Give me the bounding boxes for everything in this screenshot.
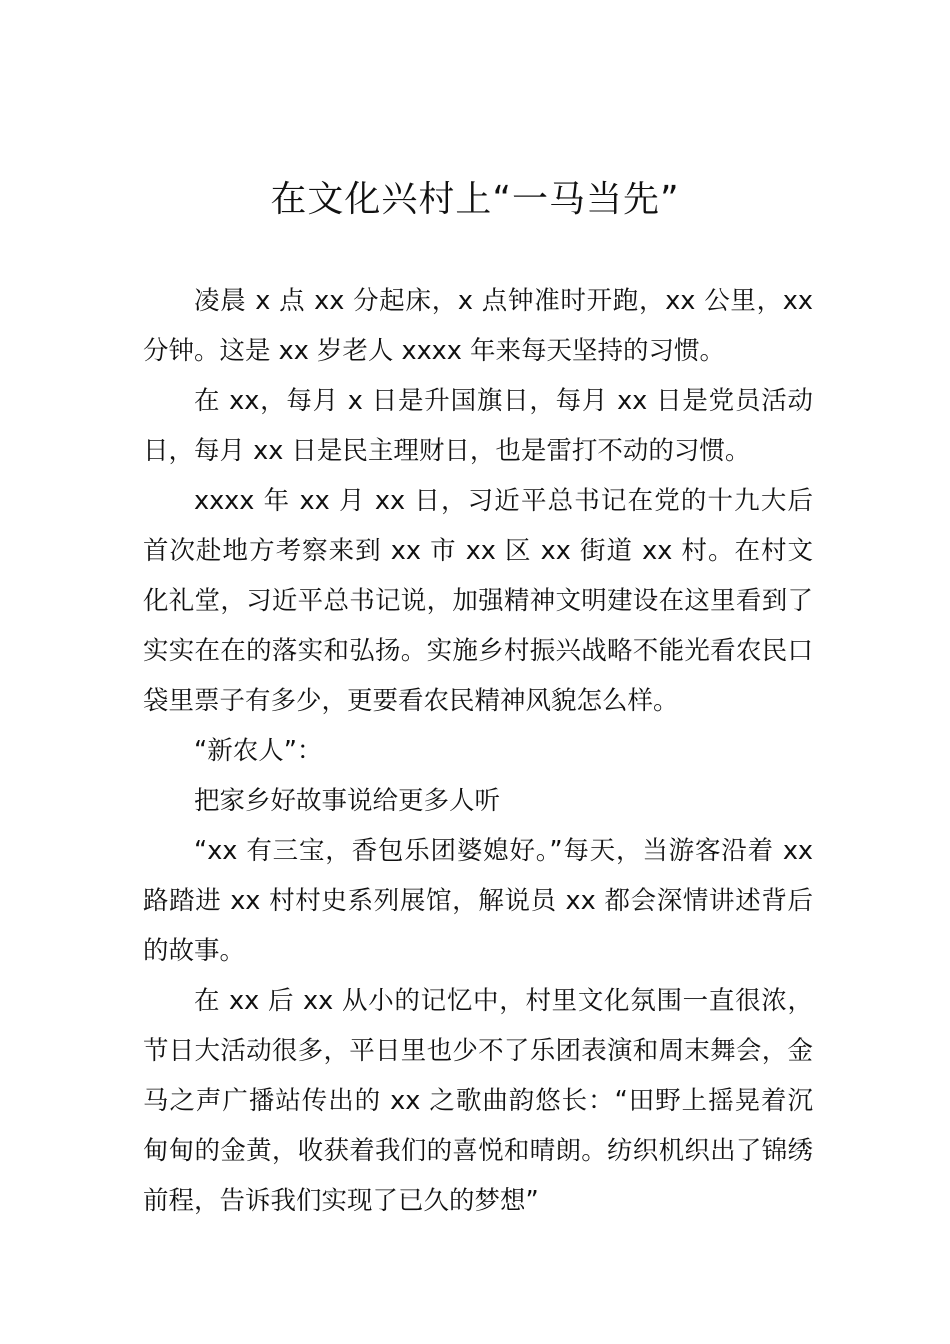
section-heading-new-farmer: “新农人”：	[194, 736, 323, 766]
paragraph-3: xxxx 年 xx 月 xx 日，习近平总书记在党的十九大后首次赴地方考察来到 xx 市 xx 区 xx 街道 xx 村。在村文化礼堂，习近平总书记说，加强精神文明建设在这里看到了实实在在的落实和弘扬。实施乡村振兴战略不能光看农民口袋里票子有多少，更要看农民精神风貌怎么样。	[143, 486, 813, 716]
paragraph-1: 凌晨 x 点 xx 分起床，x 点钟准时开跑，xx 公里，xx 分钟。这是 xx 岁老人 xxxx 年来每天坚持的习惯。	[143, 286, 813, 366]
section-subheading: 把家乡好故事说给更多人听	[194, 786, 501, 816]
paragraph-6: “xx 有三宝，香包乐团婆媳好。”每天，当游客沿着 xx 路踏进 xx 村村史系列展馆，解说员 xx 都会深情讲述背后的故事。	[143, 836, 813, 966]
paragraph-7: 在 xx 后 xx 从小的记忆中，村里文化氛围一直很浓，节日大活动很多，平日里也少不了乐团表演和周末舞会，金马之声广播站传出的 xx 之歌曲韵悠长：“田野上摇晃着沉甸甸的金黄，收获着我们的喜悦和晴朗。纺织机织出了锦绣前程，告诉我们实现了已久的梦想”	[143, 986, 813, 1216]
document-body	[143, 276, 813, 1226]
paragraph-2: 在 xx，每月 x 日是升国旗日，每月 xx 日是党员活动日，每月 xx 日是民主理财日，也是雷打不动的习惯。	[143, 386, 813, 466]
document-title: 在文化兴村上“一马当先”	[270, 179, 680, 220]
